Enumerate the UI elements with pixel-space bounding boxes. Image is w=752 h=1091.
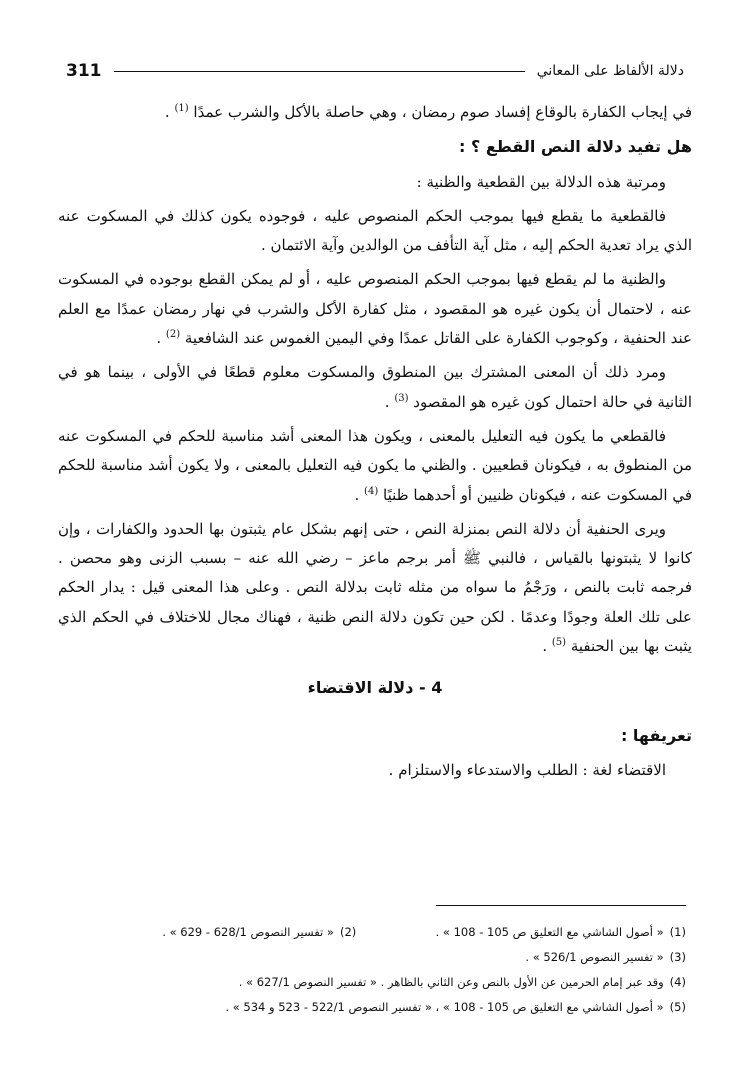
- footnote-ref-4[interactable]: (4): [364, 485, 379, 497]
- footnote-number-1: (1): [669, 925, 686, 939]
- footnote-text-4: وقد عبر إمام الحرمين عن الأول بالنص وعن الثاني بالظاهر . « تفسير النصوص 627/1 » .: [238, 975, 664, 989]
- footnote-number-5: (5): [669, 1000, 686, 1014]
- footnote-text-1: « أصول الشاشي مع التعليق ص 105 - 108 » .: [435, 925, 664, 939]
- footnote-ref-1[interactable]: (1): [174, 103, 189, 114]
- paragraph-3: والظنية ما لم يقطع فيها بموجب الحكم المنصوص عليه ، أو لم يمكن القطع بوجوده في المسكوت عنه ، لاحتمال أن يكون غيره هو المقصود ، مثل كفارة الأكل والشرب في نهار رمضان عمدًا مع العلم عند الحنفية ، وكوجوب الكفارة على القاتل عمدًا وفي اليمين الغموس عند الشافعية $^{(2)}$ .: [58, 270, 692, 348]
- footnote-number-2: (2): [339, 925, 357, 939]
- footnote-text-2: « تفسير النصوص 628/1 - 629 » .: [162, 925, 334, 939]
- running-title: دلالة الألفاظ على المعاني: [536, 63, 684, 79]
- header-rule: [114, 71, 525, 72]
- footnote-line-3: [66, 945, 686, 970]
- subheading-nass-qati: هل تفيد دلالة النص القطع ؟ :: [459, 137, 692, 157]
- section-heading-iqtida: 4 - دلالة الاقتضاء: [307, 678, 443, 698]
- footnote-rule: [436, 905, 686, 906]
- paragraph-4: ومرد ذلك أن المعنى المشترك بين المنطوق والمسكوت معلوم قطعًا في الأولى ، بينما هو في الثانية في حالة احتمال كون غيره هو المقصود $^{(3)}$ .: [58, 363, 692, 411]
- page-body: [58, 98, 692, 790]
- footnote-ref-3[interactable]: (3): [394, 392, 409, 404]
- footnote-ref-5[interactable]: (5): [551, 637, 567, 649]
- paragraph-5: فالقطعي ما يكون فيه التعليل بالمعنى ، ويكون هذا المعنى أشد مناسبة للحكم في المسكوت عنه من المنطوق به ، فيكونان قطعيين . والظني ما يكون فيه التعليل بالمعنى ، ولا يكون أشد مناسبة للحكم في المسكوت عنه ، فيكونان ظنيين أو أحدهما ظنيًا $^{(4)}$ .: [58, 426, 692, 504]
- footnote-number-4: (4): [669, 975, 686, 989]
- paragraph-2: فالقطعية ما يقطع فيها بموجب الحكم المنصوص عليه ، فوجوده يكون كذلك في المسكوت عنه الذي يراد تعدية الحكم إليه ، مثل آية التأفف من الوالدين وآية الائتمان .: [58, 206, 692, 255]
- footnote-line-1: [66, 920, 686, 945]
- paragraph-1: ومرتبة هذه الدلالة بين القطعية والظنية :: [416, 172, 666, 191]
- footnote-text-3: « تفسير النصوص 526/1 » .: [525, 950, 664, 964]
- paragraph-7: الاقتضاء لغة : الطلب والاستدعاء والاستلزام .: [388, 760, 666, 779]
- page-number: 311: [66, 61, 102, 81]
- paragraph-intro: في إيجاب الكفارة بالوقاع إفساد صوم رمضان ، وهي حاصلة بالأكل والشرب عمدًا $^{(1)}$ .: [164, 103, 692, 121]
- footnote-text-5: « أصول الشاشي مع التعليق ص 105 - 108 » ، « تفسير النصوص 522/1 - 523 و 534 » .: [225, 1000, 664, 1014]
- footnote-number-3: (3): [669, 950, 686, 964]
- footnote-ref-2[interactable]: (2): [165, 329, 181, 341]
- subheading-definition: تعريفها :: [620, 725, 692, 745]
- footnote-line-5: [66, 995, 686, 1020]
- footnotes: [66, 905, 686, 1020]
- footnote-line-4: [66, 970, 686, 995]
- paragraph-6: ويرى الحنفية أن دلالة النص بمنزلة النص ، حتى إنهم بشكل عام يثبتون بها الحدود والكفارات ، وإن كانوا لا يثبتونها بالقياس ، فالنبي ﷺ أمر برجم ماعز – رضي الله عنه – بسبب الزنى وهو محصن . فرجمه ثابت بالنص ، ورَجْمُ ما سواه من مثله ثابت بدلالة النص . وعلى هذا المعنى قيل : يدار الحكم على تلك العلة وجودًا وعدمًا . لكن حين تكون دلالة النص ظنية ، فهناك مجال للاختلاف في الحكم الذي يثبت بها بين الحنفية $^{(5)}$ .: [58, 519, 692, 656]
- running-header: [66, 56, 684, 86]
